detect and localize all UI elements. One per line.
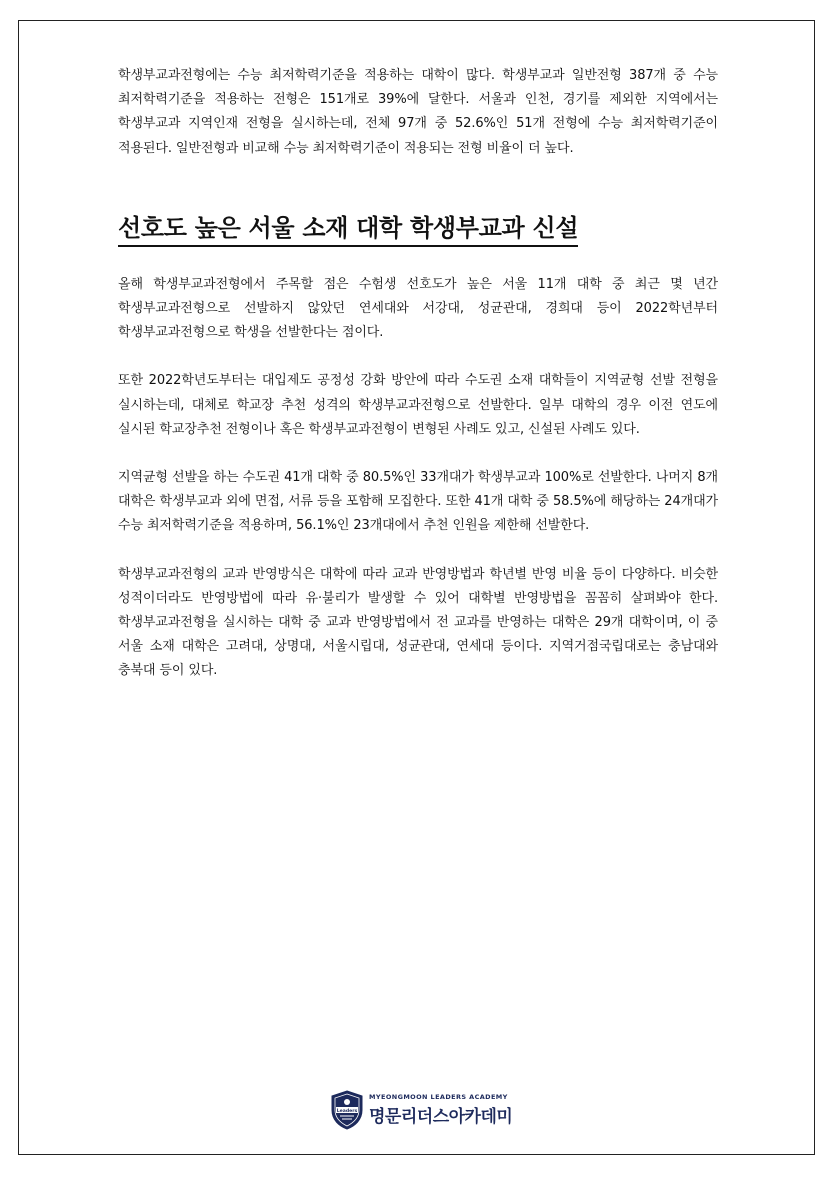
intro-paragraph: 학생부교과전형에는 수능 최저학력기준을 적용하는 대학이 많다. 학생부교과 일반전형 387개 중 수능 최저학력기준을 적용하는 전형은 151개로 39%에 달한다. 서울과 인천, 경기를 제외한 지역에서는 학생부교과 지역인재 전형을 실시하는데, 전체 97개 중 52.6%인 51개 전형에 수능 최저학력기준이 적용된다. 일반전형과 비교해 수능 최저학력기준이 적용되는 전형 비율이 더 높다. [118,68,718,156]
footer [0,1088,835,1138]
logo-badge-text: Leaders [336,1108,358,1114]
body-paragraph-2: 또한 2022학년도부터는 대입제도 공정성 강화 방안에 따라 수도권 소재 대학들이 지역균형 선발 전형을 실시하는데, 대체로 학교장 추천 성격의 학생부교과전형으로 선발한다. 일부 대학의 경우 이전 연도에 실시된 학교장추천 전형이나 혹은 학생부교과전형이 변형된 사례도 있고, 신설된 사례도 있다. [118,373,718,437]
section-heading-text: 선호도 높은 서울 소재 대학 학생부교과 신설 [118,214,578,247]
academy-name-english: MYEONGMOON LEADERS ACADEMY [369,1093,508,1101]
body-paragraph-3: 지역균형 선발을 하는 수도권 41개 대학 중 80.5%인 33개대가 학생부교과 100%로 선발한다. 나머지 8개 대학은 학생부교과 외에 면접, 서류 등을 포함해 모집한다. 또한 41개 대학 중 58.5%에 해당하는 24개대가 수능 최저학력기준을 적용하며, 56.1%인 23개대에서 추천 인원을 제한해 선발한다. [118,470,718,534]
shield-logo-icon [330,1090,364,1130]
body-paragraph-4: 학생부교과전형의 교과 반영방식은 대학에 따라 교과 반영방법과 학년별 반영 비율 등이 다양하다. 비슷한 성적이더라도 반영방법에 따라 유·불리가 발생할 수 있어 대학별 반영방법을 꼼꼼히 살펴봐야 한다. 학생부교과전형을 실시하는 대학 중 교과 반영방법에서 전 교과를 반영하는 대학은 29개 대학이며, 이 중 서울 소재 대학은 고려대, 상명대, 서울시립대, 성균관대, 연세대 등이다. 지역거점국립대로는 충남대와 충북대 등이 있다. [118,566,718,679]
academy-logo [330,1088,530,1138]
document-body [118,64,718,708]
section-heading [118,213,718,243]
body-paragraph-1: 올해 학생부교과전형에서 주목할 점은 수험생 선호도가 높은 서울 11개 대학 중 최근 몇 년간 학생부교과전형으로 선발하지 않았던 연세대와 서강대, 성균관대, 경희대 등이 2022학년부터 학생부교과전형으로 학생을 선발한다는 점이다. [118,276,718,341]
academy-name-korean: 명문리더스아카데미 [369,1107,513,1127]
